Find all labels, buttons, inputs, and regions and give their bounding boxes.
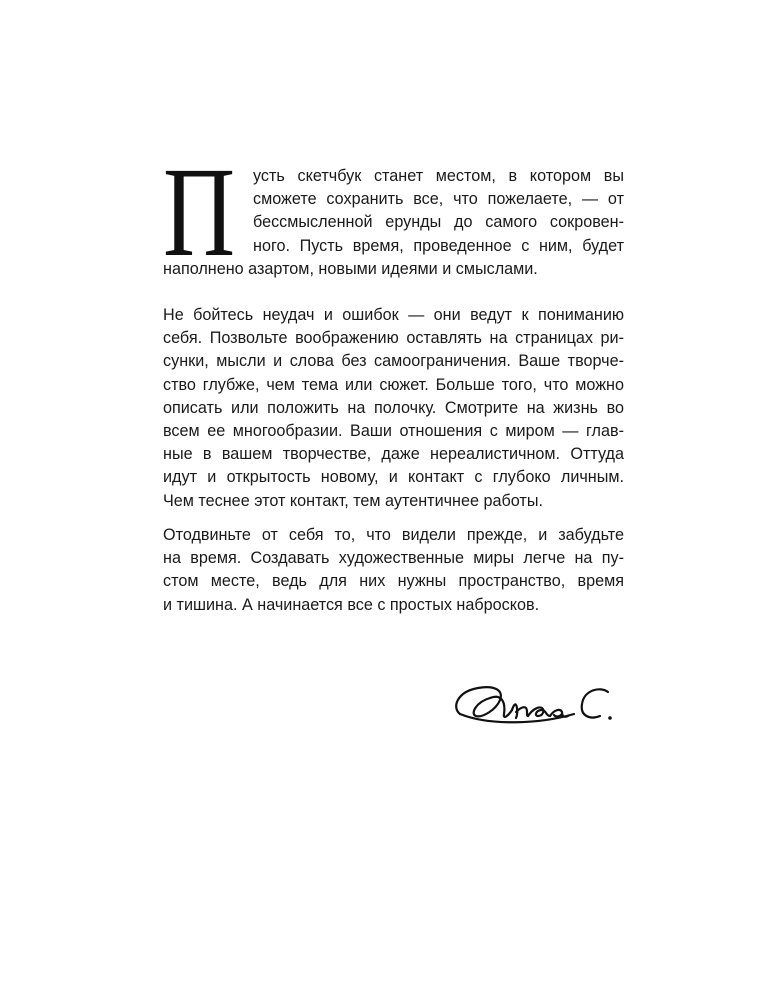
paragraph-body [163, 304, 624, 513]
paragraph-line: на время. Создавать художественные миры легче на пу- [163, 549, 624, 568]
paragraph-closing [163, 524, 624, 617]
paragraph-line: стом месте, ведь для них нужны пространство, время [163, 572, 624, 591]
paragraph-line: наполнено азартом, новыми идеями и смыслами. [163, 259, 538, 278]
drop-cap-letter: П [163, 141, 236, 283]
paragraph-line: Не бойтесь неудач и ошибок — они ведут к пониманию [163, 306, 624, 324]
paragraph-line: сможете сохранить все, что пожелаете, — от [253, 190, 624, 209]
paragraph-line: идут и открытость новому, и контакт с глубоко личным. [163, 468, 624, 487]
paragraph-line: усть скетчбук станет местом, в котором вы [253, 167, 624, 185]
paragraph-line: ство глубже, чем тема или сюжет. Больше того, что можно [163, 375, 624, 394]
signature-icon [450, 670, 630, 740]
paragraph-intro [163, 165, 624, 281]
paragraph-line: и тишина. А начинается все с простых набросков. [163, 595, 540, 614]
paragraph-line: бессмысленной ерунды до самого сокровен- [253, 213, 624, 232]
paragraph-line: Отодвиньте от себя то, что видели прежде, и забудьте [163, 526, 624, 544]
paragraph-line: ные в вашем творчестве, даже нереалистичном. Оттуда [163, 445, 624, 464]
paragraph-line: ного. Пусть время, проведенное с ним, будет [253, 236, 624, 255]
paragraph-line: описать или положить на полочку. Смотрите на жизнь во [163, 398, 624, 417]
paragraph-line: Чем теснее этот контакт, тем аутентичнее работы. [163, 491, 543, 510]
paragraph-line: себя. Позвольте воображению оставлять на страницах ри- [163, 329, 624, 348]
paragraph-line: сунки, мысли и слова без самоограничения. Ваше творче- [163, 352, 624, 371]
paragraph-line: всем ее многообразии. Ваши отношения с миром — глав- [163, 422, 624, 441]
